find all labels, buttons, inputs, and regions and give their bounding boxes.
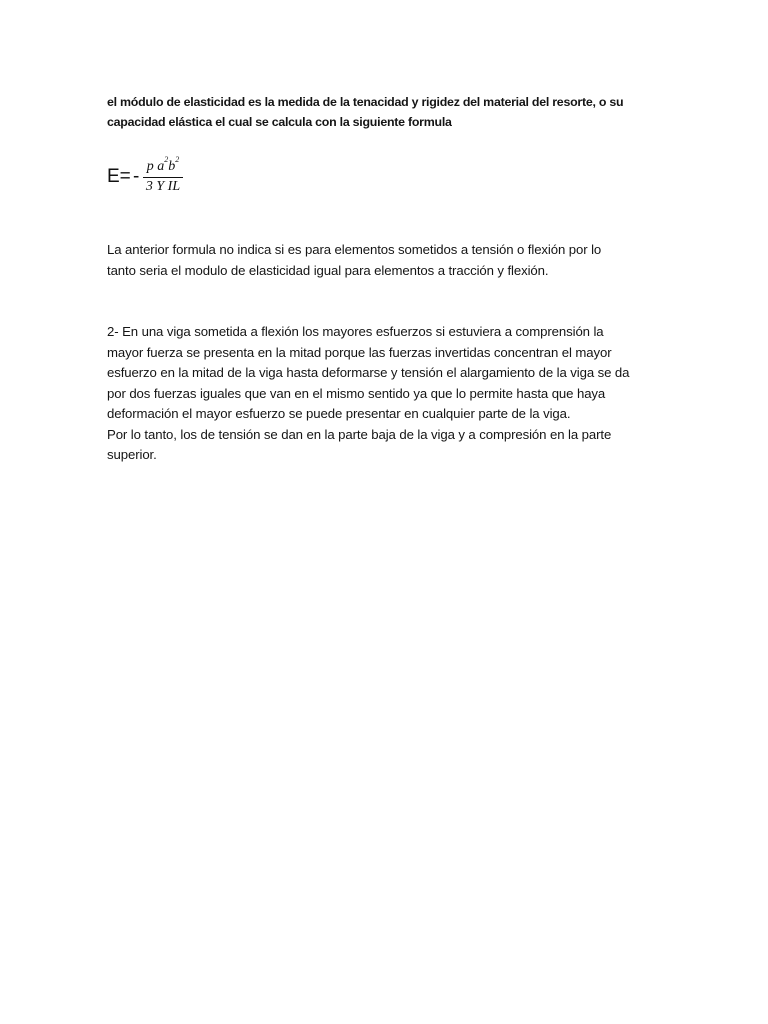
formula-fraction xyxy=(143,156,183,196)
text-line: Por lo tanto, los de tensión se dan en la parte baja de la viga y a compresión en la parte xyxy=(107,426,612,442)
text-line: La anterior formula no indica si es para elementos sometidos a tensión o flexión por lo xyxy=(107,242,602,257)
formula-sign: - xyxy=(133,166,140,187)
text-line: tanto seria el modulo de elasticidad igual para elementos a tracción y flexión. xyxy=(107,262,549,278)
paragraph-formula-note xyxy=(107,240,667,281)
formula-numerator xyxy=(143,156,183,176)
text-line: deformación el mayor esfuerzo se puede presentar en cualquier parte de la viga. xyxy=(107,406,571,421)
text-line: 2- En una viga sometida a flexión los mayores esfuerzos si estuviera a comprensión la xyxy=(107,324,604,339)
text-line: el módulo de elasticidad es la medida de la tenacidad y rigidez del material del resorte, o su xyxy=(107,95,624,109)
formula-var-a: a xyxy=(157,159,165,174)
text-line: superior. xyxy=(107,447,157,462)
formula-exp-a: 2 xyxy=(164,155,169,164)
elasticity-formula xyxy=(107,156,247,202)
formula-var-p: p xyxy=(146,159,154,174)
text-line: capacidad elástica el cual se calcula con la siguiente formula xyxy=(107,115,452,129)
formula-exp-b: 2 xyxy=(175,155,180,164)
text-line: por dos fuerzas iguales que van en el mismo sentido ya que lo permite hasta que haya xyxy=(107,385,606,401)
formula-denominator: 3 Y IL xyxy=(145,179,181,194)
text-line: mayor fuerza se presenta en la mitad porque las fuerzas invertidas concentran el mayor xyxy=(107,344,612,360)
text-line: esfuerzo en la mitad de la viga hasta deformarse y tensión el alargamiento de la viga se da xyxy=(107,365,630,380)
formula-lhs: E= xyxy=(107,166,131,187)
formula-var-b: b xyxy=(168,159,176,174)
paragraph-elasticity-definition xyxy=(107,92,667,132)
paragraph-beam-bending xyxy=(107,322,667,466)
